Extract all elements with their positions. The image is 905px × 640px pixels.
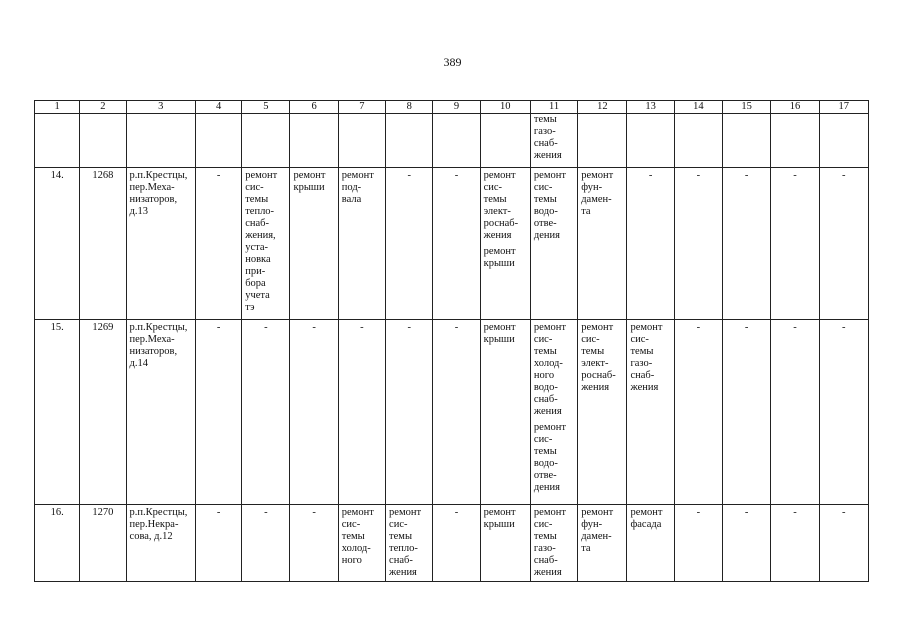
cell-text: жения [581, 382, 610, 393]
table-cell [480, 320, 530, 505]
cell-text: фун- [581, 182, 603, 193]
cell-text: газо- [533, 126, 556, 137]
cell-text: сис- [483, 182, 503, 193]
header-row [35, 101, 869, 114]
row-number: 14. [35, 168, 80, 320]
table-cell: - [433, 168, 480, 320]
cell-text: элект- [581, 358, 609, 369]
cell-text: сис- [630, 334, 649, 345]
cell-text: водо- [533, 382, 558, 393]
cell-text: пер.Некра- [129, 519, 179, 530]
cell-text: пер.Меха- [129, 334, 175, 345]
cell-text: тэ [245, 302, 255, 313]
cell-text: вала [341, 194, 362, 205]
cell-text: тепло- [245, 206, 275, 217]
cell-text: ремонт [630, 507, 663, 518]
table-cell: - [674, 505, 722, 582]
table-cell [242, 114, 290, 168]
table-cell: - [338, 320, 385, 505]
cell-text: жения [483, 230, 512, 241]
cell-text: ремонт [533, 170, 566, 181]
cell-text: снаб- [533, 138, 558, 149]
row-number: 15. [35, 320, 80, 505]
cell-text: пер.Меха- [129, 182, 175, 193]
table-cell: - [674, 168, 722, 320]
cell-text: ремонт [581, 322, 614, 333]
cell-text: ремонт [533, 422, 566, 433]
table-cell [578, 505, 627, 582]
table-cell: - [771, 320, 819, 505]
cell-text: сис- [533, 519, 553, 530]
cell-text: сис- [533, 434, 553, 445]
cell-text: д.13 [129, 206, 148, 217]
cell-text: ремонт [483, 322, 516, 333]
cell-text: ремонт [483, 246, 516, 257]
cell-text: уста- [245, 242, 268, 253]
address-cell [126, 320, 195, 505]
cell-text: холод- [533, 358, 563, 369]
cell-text: ремонт [533, 507, 566, 518]
cell-text: снаб- [389, 555, 413, 566]
table-cell [35, 114, 80, 168]
cell-text: сова, д.12 [129, 531, 173, 542]
table-cell: - [771, 168, 819, 320]
cell-text: сис- [245, 182, 264, 193]
cell-text: жения [389, 567, 417, 578]
table-cell [80, 114, 126, 168]
table-cell: - [386, 168, 433, 320]
cell-text: низаторов, [129, 346, 178, 357]
table-cell [480, 114, 530, 168]
cell-text: сис- [533, 182, 553, 193]
cell-text: учета [245, 290, 270, 301]
table-cell [530, 114, 577, 168]
cell-text: сис- [389, 519, 408, 530]
table-cell [386, 114, 433, 168]
page-number: 389 [443, 55, 462, 69]
cell-text: под- [341, 182, 362, 193]
table-cell [627, 320, 674, 505]
table-cell [530, 505, 577, 582]
cell-text: ремонт [341, 170, 374, 181]
col-header: 15 [723, 101, 771, 114]
cell-text: жения [630, 382, 659, 393]
cell-text: дения [533, 482, 560, 493]
table-cell [338, 114, 385, 168]
cell-text: роснаб- [483, 218, 519, 229]
table-cell [290, 114, 338, 168]
table-cell [433, 114, 480, 168]
cell-text: ремонт [293, 170, 326, 181]
cell-text: ного [341, 555, 362, 566]
continuation-row [35, 114, 869, 168]
col-header: 7 [338, 101, 385, 114]
cell-text: темы [245, 194, 269, 205]
cell-text: р.п.Крестцы, [129, 507, 188, 518]
cell-text: та [581, 206, 591, 217]
cell-text: ремонт [483, 170, 516, 181]
table-cell: - [195, 320, 241, 505]
table-cell: - [242, 505, 290, 582]
cell-text: водо- [533, 458, 558, 469]
table-cell: - [627, 168, 674, 320]
table-row [35, 168, 869, 320]
cell-text: жения, [245, 230, 276, 241]
cell-text: фасада [630, 519, 662, 530]
col-header: 13 [627, 101, 674, 114]
table-cell [723, 114, 771, 168]
address-cell [126, 168, 195, 320]
cell-text: элект- [483, 206, 511, 217]
cell-text: дения [533, 230, 560, 241]
cell-text: при- [245, 266, 266, 277]
cell-text: бора [245, 278, 266, 289]
table-row [35, 505, 869, 582]
cell-text: р.п.Крестцы, [129, 322, 188, 333]
table-cell [290, 168, 338, 320]
table-cell [578, 114, 627, 168]
row-number: 16. [35, 505, 80, 582]
table-cell [242, 168, 290, 320]
table-cell [530, 320, 577, 505]
cell-text: новка [245, 254, 271, 265]
cell-text: ремонт [581, 170, 614, 181]
col-header: 9 [433, 101, 480, 114]
table-cell [195, 114, 241, 168]
cell-text: темы [533, 346, 557, 357]
table-cell [578, 168, 627, 320]
cell-text: водо- [533, 206, 558, 217]
repair-schedule-table [34, 100, 869, 582]
table-cell [771, 114, 819, 168]
table-cell: - [195, 168, 241, 320]
col-header: 17 [819, 101, 868, 114]
cell-text: низаторов, [129, 194, 178, 205]
table-cell: - [433, 505, 480, 582]
cell-text: темы [533, 114, 557, 125]
cell-text: ремонт [533, 322, 566, 333]
cell-text: дамен- [581, 194, 612, 205]
cell-text: р.п.Крестцы, [129, 170, 188, 181]
cell-text: сис- [533, 334, 553, 345]
table-cell: - [290, 320, 338, 505]
col-header: 16 [771, 101, 819, 114]
cell-text: фун- [581, 519, 603, 530]
table-cell: - [386, 320, 433, 505]
cell-text: жения [533, 150, 562, 161]
cell-text: ремонт [581, 507, 614, 518]
cell-text: роснаб- [581, 370, 616, 381]
cell-text: та [581, 543, 591, 554]
cell-text: жения [533, 406, 562, 417]
row-code: 1269 [80, 320, 126, 505]
table-cell [338, 505, 385, 582]
cell-text: ремонт [483, 507, 516, 518]
cell-text: ремонт [389, 507, 422, 518]
col-header: 4 [195, 101, 241, 114]
cell-text: темы [341, 531, 365, 542]
cell-text: ремонт [341, 507, 374, 518]
cell-text: крыши [293, 182, 325, 193]
col-header: 2 [80, 101, 126, 114]
cell-text: отве- [533, 470, 557, 481]
cell-text: жения [533, 567, 562, 578]
col-header: 14 [674, 101, 722, 114]
table-cell: - [819, 168, 868, 320]
cell-text: дамен- [581, 531, 612, 542]
table-cell [480, 505, 530, 582]
col-header: 12 [578, 101, 627, 114]
table-cell [530, 168, 577, 320]
cell-text: сис- [341, 519, 361, 530]
table-cell: - [723, 168, 771, 320]
cell-text: д.14 [129, 358, 148, 369]
table-cell [627, 114, 674, 168]
cell-text: ремонт [630, 322, 663, 333]
cell-text: снаб- [533, 394, 558, 405]
cell-text: крыши [483, 258, 515, 269]
table-cell: - [723, 320, 771, 505]
cell-text: темы [389, 531, 412, 542]
cell-text: снаб- [630, 370, 655, 381]
table-cell [480, 168, 530, 320]
table-cell [578, 320, 627, 505]
table-cell: - [723, 505, 771, 582]
table-cell [386, 505, 433, 582]
cell-text: крыши [483, 519, 515, 530]
table-cell: - [819, 320, 868, 505]
table-cell: - [433, 320, 480, 505]
cell-text: ремонт [245, 170, 278, 181]
table-cell: - [771, 505, 819, 582]
table-cell [627, 505, 674, 582]
row-code: 1270 [80, 505, 126, 582]
col-header: 1 [35, 101, 80, 114]
cell-text: снаб- [245, 218, 269, 229]
col-header: 11 [530, 101, 577, 114]
cell-text: темы [581, 346, 605, 357]
cell-text: тепло- [389, 543, 418, 554]
cell-text: ного [533, 370, 555, 381]
cell-text: крыши [483, 334, 515, 345]
address-cell [126, 505, 195, 582]
table-cell: - [290, 505, 338, 582]
table-cell: - [819, 505, 868, 582]
table-cell [674, 114, 722, 168]
cell-text: отве- [533, 218, 557, 229]
row-code: 1268 [80, 168, 126, 320]
table-cell: - [242, 320, 290, 505]
table-cell: - [674, 320, 722, 505]
cell-text: холод- [341, 543, 371, 554]
cell-text: газо- [533, 543, 556, 554]
cell-text: темы [630, 346, 654, 357]
col-header: 6 [290, 101, 338, 114]
cell-text: газо- [630, 358, 653, 369]
table-cell [126, 114, 195, 168]
cell-text: темы [533, 531, 557, 542]
cell-text: темы [533, 194, 557, 205]
col-header: 5 [242, 101, 290, 114]
col-header: 10 [480, 101, 530, 114]
table-cell [338, 168, 385, 320]
cell-text: темы [533, 446, 557, 457]
col-header: 8 [386, 101, 433, 114]
table-row [35, 320, 869, 505]
cell-text: сис- [581, 334, 600, 345]
col-header: 3 [126, 101, 195, 114]
table-cell [819, 114, 868, 168]
table-cell: - [195, 505, 241, 582]
cell-text: темы [483, 194, 507, 205]
cell-text: снаб- [533, 555, 558, 566]
